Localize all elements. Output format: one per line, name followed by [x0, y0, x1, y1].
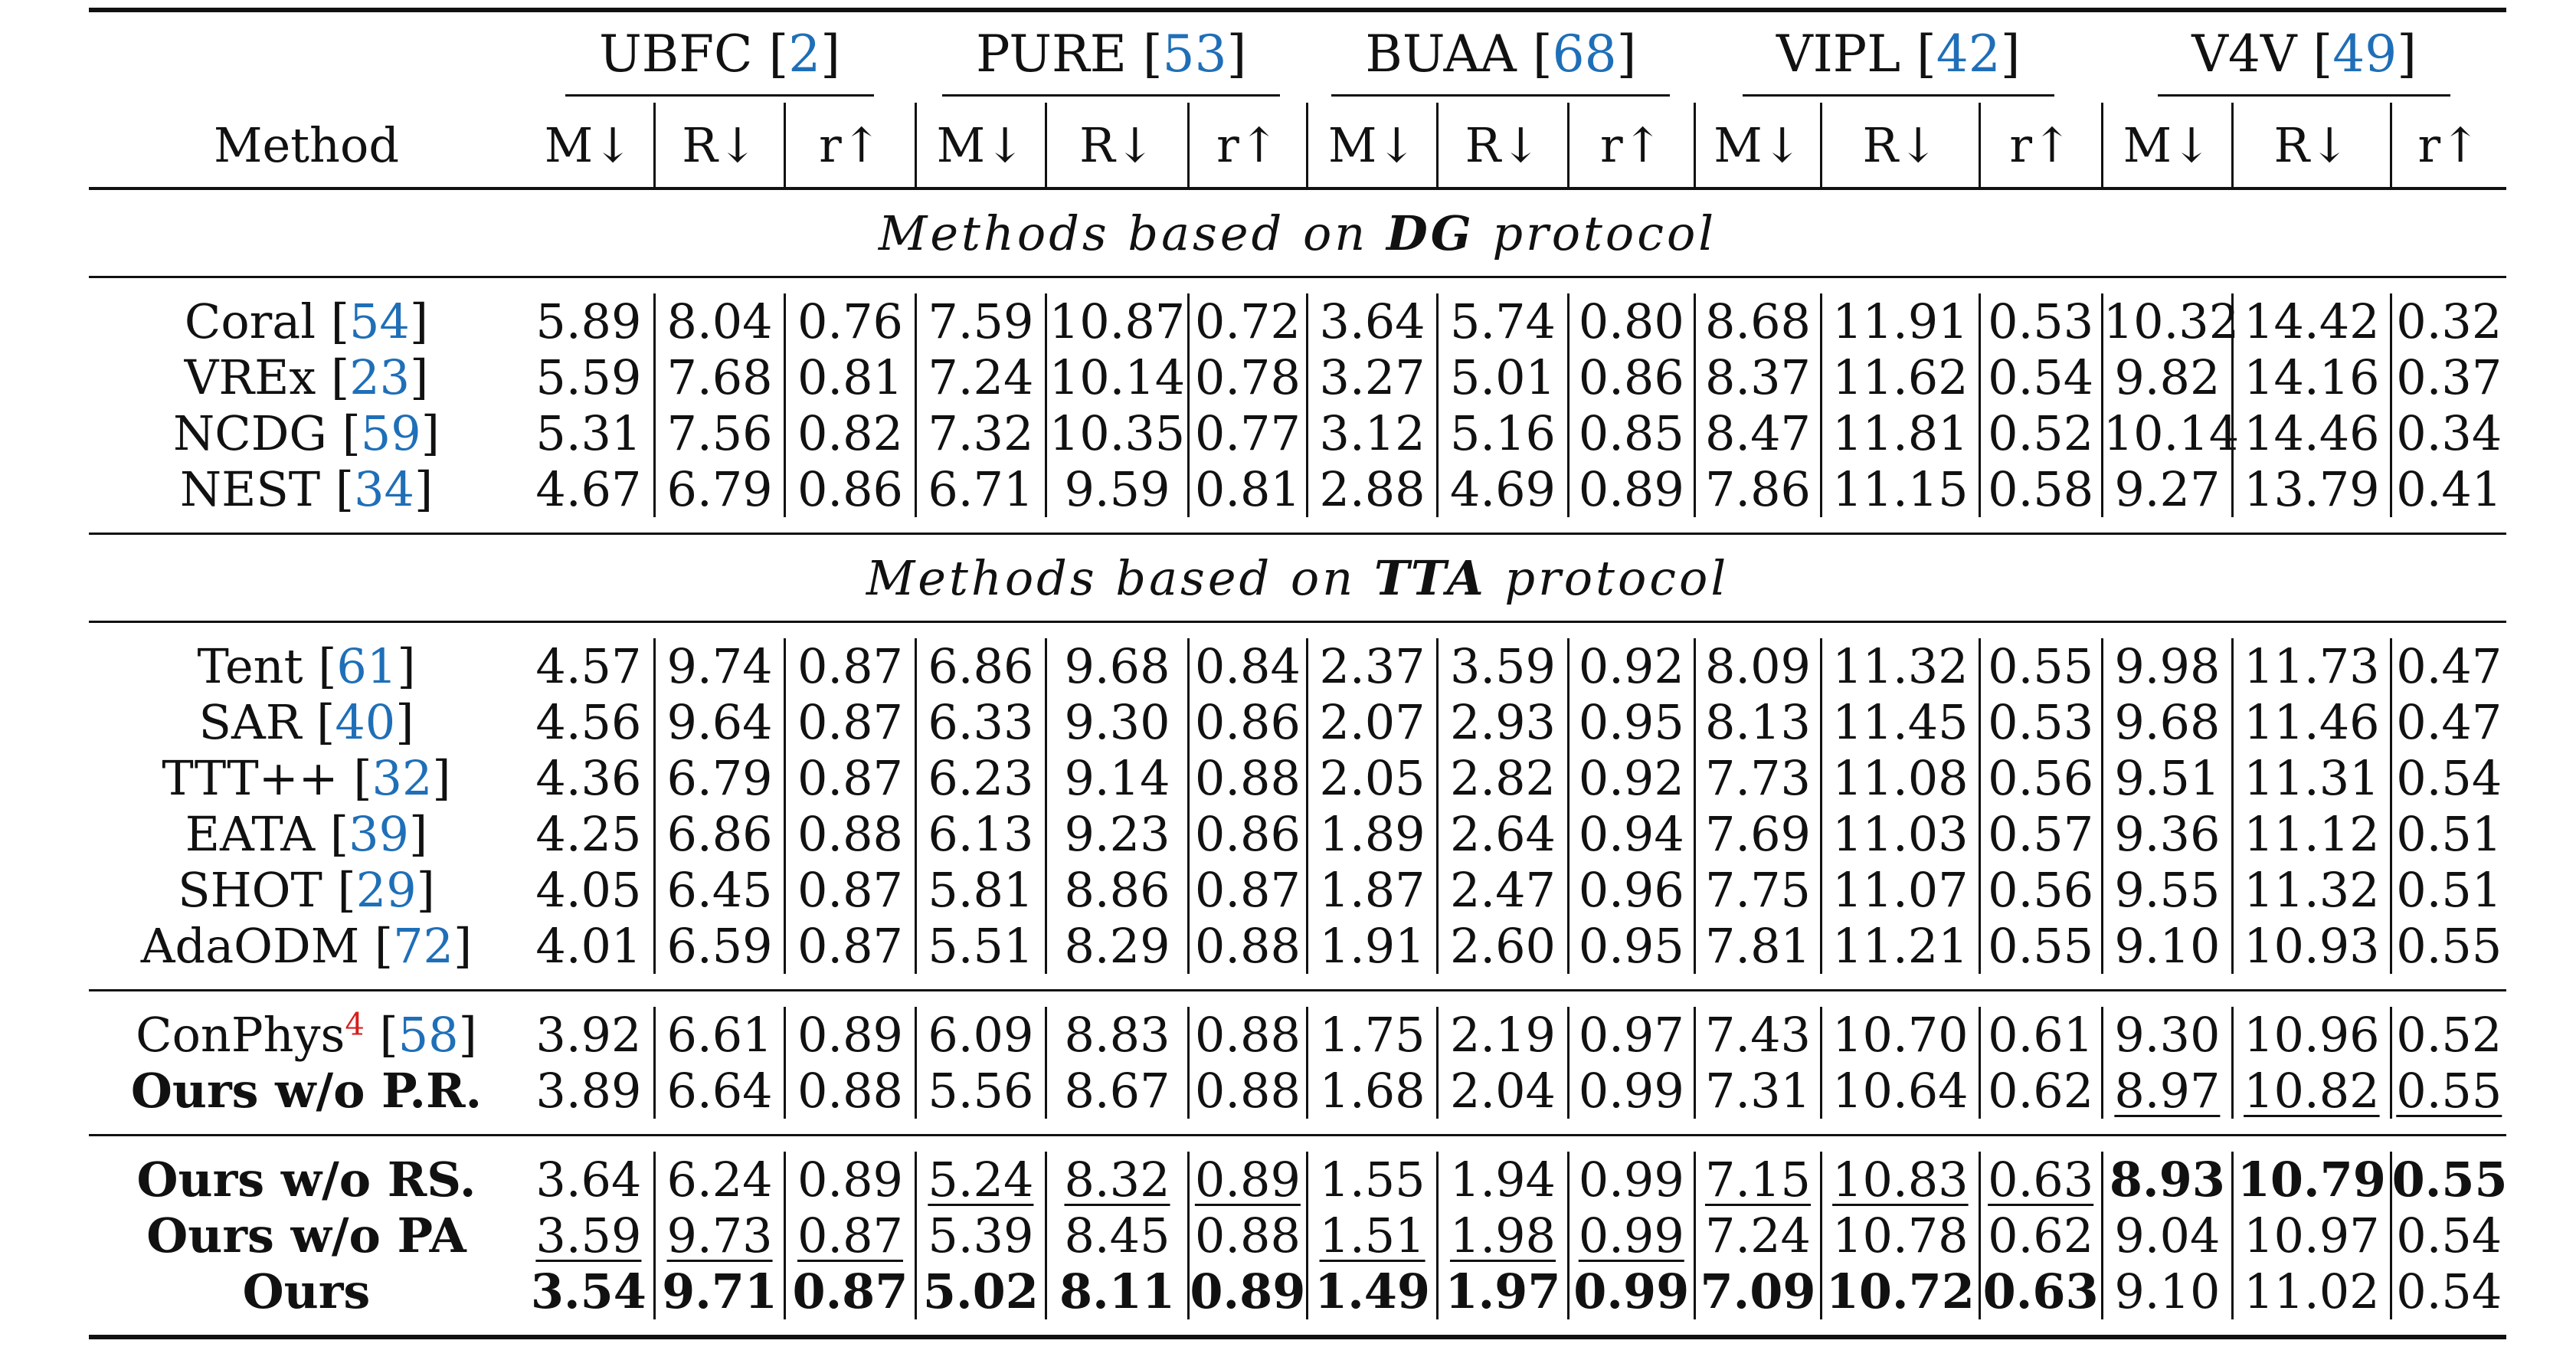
metric-value: 5.56 [915, 1063, 1046, 1119]
metric-value: 8.32 [1046, 1152, 1189, 1208]
citation-link[interactable]: 34 [354, 461, 414, 517]
metric-value: 5.59 [535, 349, 642, 405]
metric-value: 0.89 [785, 1152, 915, 1208]
metric-value: 6.24 [654, 1152, 784, 1208]
metric-value: 0.62 [1979, 1208, 2102, 1263]
metric-value: 10.82 [2233, 1063, 2391, 1119]
dataset-buaa: BUAA [68] [1331, 25, 1670, 97]
method-name: Ours w/o PA [146, 1208, 466, 1263]
metric-value: 0.89 [1188, 1152, 1307, 1208]
metric-value: 0.88 [785, 1063, 915, 1119]
metric-value: 7.24 [915, 349, 1046, 405]
dataset-pure: PURE [53] [942, 25, 1280, 97]
metric-value: 8.04 [654, 293, 784, 349]
metric-value: 0.51 [2391, 806, 2506, 862]
metric-value: 11.73 [2233, 638, 2391, 694]
metric-value: 6.79 [654, 750, 784, 806]
metric-value: 0.87 [785, 750, 915, 806]
metric-value: 7.68 [654, 349, 784, 405]
metric-value: 7.32 [915, 405, 1046, 461]
metric-value: 7.31 [1694, 1063, 1821, 1119]
method-column-header: Method [213, 116, 400, 173]
metric-value: 0.62 [1979, 1063, 2102, 1119]
metric-value: 0.81 [785, 349, 915, 405]
metric-value: 1.87 [1307, 862, 1437, 918]
method-name: Tent [61] [197, 638, 416, 694]
method-name: SAR [40] [198, 694, 414, 750]
metric-value: 0.72 [1188, 293, 1307, 349]
metric-value: 0.52 [1979, 405, 2102, 461]
metric-value: 2.93 [1438, 694, 1568, 750]
metric-header: R↓ [1438, 103, 1568, 188]
metric-value: 5.74 [1438, 293, 1568, 349]
metric-value: 8.93 [2102, 1152, 2232, 1208]
metric-value: 0.80 [1568, 293, 1694, 349]
metric-value: 2.82 [1438, 750, 1568, 806]
results-table [89, 8, 2506, 1341]
metric-value: 0.87 [785, 1263, 915, 1319]
metric-value: 14.46 [2233, 405, 2391, 461]
metric-value: 0.99 [1568, 1263, 1694, 1319]
metric-value: 6.09 [915, 1007, 1046, 1063]
metric-value: 6.13 [915, 806, 1046, 862]
metric-value: 8.47 [1694, 405, 1821, 461]
metric-value: 0.63 [1979, 1152, 2102, 1208]
metric-value: 7.69 [1694, 806, 1821, 862]
metric-header: r↑ [2391, 103, 2506, 188]
table-row [89, 1208, 2506, 1263]
section-dg: Methods based on DG protocol [89, 188, 2506, 277]
metric-value: 0.56 [1979, 862, 2102, 918]
metric-value: 0.53 [1979, 694, 2102, 750]
metric-value: 7.81 [1694, 918, 1821, 974]
metric-value: 9.10 [2102, 1263, 2232, 1319]
metric-value: 8.13 [1694, 694, 1821, 750]
table-row [89, 1007, 2506, 1063]
metric-value: 2.88 [1307, 461, 1437, 517]
metric-value: 4.69 [1438, 461, 1568, 517]
metric-value: 10.72 [1822, 1263, 1980, 1319]
method-name: NEST [34] [179, 461, 434, 517]
metric-value: 0.34 [2391, 405, 2506, 461]
metric-value: 0.56 [1979, 750, 2102, 806]
metric-value: 1.94 [1438, 1152, 1568, 1208]
metric-value: 0.55 [1979, 918, 2102, 974]
metric-value: 6.59 [654, 918, 784, 974]
metric-value: 11.46 [2233, 694, 2391, 750]
metric-value: 0.54 [2391, 1208, 2506, 1263]
table-row [89, 862, 2506, 918]
citation-link[interactable]: 23 [349, 349, 411, 405]
metric-value: 2.04 [1438, 1063, 1568, 1119]
metric-value: 0.37 [2391, 349, 2506, 405]
metric-value: 1.98 [1438, 1208, 1568, 1263]
metric-value: 11.45 [1822, 694, 1980, 750]
metric-value: 0.82 [785, 405, 915, 461]
metric-value: 10.70 [1822, 1007, 1980, 1063]
metric-value: 0.99 [1568, 1063, 1694, 1119]
metric-value: 8.83 [1046, 1007, 1189, 1063]
metric-value: 0.87 [785, 862, 915, 918]
metric-value: 1.51 [1307, 1208, 1437, 1263]
metric-value: 5.16 [1438, 405, 1568, 461]
metric-value: 7.56 [654, 405, 784, 461]
metric-value: 4.25 [535, 806, 642, 862]
metric-value: 0.51 [2391, 862, 2506, 918]
metric-value: 9.71 [654, 1263, 784, 1319]
table-row [89, 405, 2506, 461]
table-row [89, 638, 2506, 694]
method-name: Coral [54] [184, 293, 429, 349]
metric-value: 8.29 [1046, 918, 1189, 974]
method-name: Ours [242, 1263, 371, 1319]
table-row [89, 806, 2506, 862]
citation-link[interactable]: 40 [335, 694, 396, 750]
metric-value: 5.31 [535, 405, 642, 461]
metric-value: 0.54 [1979, 349, 2102, 405]
citation-link[interactable]: 54 [349, 293, 410, 349]
method-name: Ours w/o P.R. [130, 1063, 483, 1119]
metric-value: 9.68 [2102, 694, 2232, 750]
metric-value: 6.79 [654, 461, 784, 517]
metric-value: 1.55 [1307, 1152, 1437, 1208]
metric-value: 11.03 [1822, 806, 1980, 862]
metric-value: 7.24 [1694, 1208, 1821, 1263]
metric-header: M↓ [544, 116, 633, 173]
section-tta: Methods based on TTA protocol [89, 534, 2506, 622]
metric-value: 6.23 [915, 750, 1046, 806]
metric-value: 0.87 [785, 1208, 915, 1263]
metric-value: 6.45 [654, 862, 784, 918]
metric-value: 0.88 [1188, 750, 1307, 806]
metric-value: 0.76 [785, 293, 915, 349]
method-name: SHOT [29] [178, 862, 435, 918]
table-row [89, 1263, 2506, 1319]
metric-value: 11.15 [1822, 461, 1980, 517]
metric-value: 0.58 [1979, 461, 2102, 517]
metric-value: 1.49 [1307, 1263, 1437, 1319]
metric-value: 9.04 [2102, 1208, 2232, 1263]
metric-value: 9.68 [1046, 638, 1189, 694]
metric-header: R↓ [654, 103, 784, 188]
metric-value: 0.87 [785, 694, 915, 750]
metric-value: 0.97 [1568, 1007, 1694, 1063]
metric-value: 4.01 [535, 918, 642, 974]
metric-value: 9.51 [2102, 750, 2232, 806]
metric-value: 7.73 [1694, 750, 1821, 806]
metric-value: 0.85 [1568, 405, 1694, 461]
metric-value: 9.14 [1046, 750, 1189, 806]
metric-value: 3.64 [1307, 293, 1437, 349]
metric-header: R↓ [1822, 103, 1980, 188]
metric-value: 0.84 [1188, 638, 1307, 694]
metric-value: 9.23 [1046, 806, 1189, 862]
table-row [89, 1063, 2506, 1119]
metric-value: 0.86 [1568, 349, 1694, 405]
metric-value: 10.35 [1046, 405, 1189, 461]
metric-value: 2.64 [1438, 806, 1568, 862]
metric-value: 11.21 [1822, 918, 1980, 974]
table-row [89, 750, 2506, 806]
metric-value: 0.87 [1188, 862, 1307, 918]
metric-value: 0.86 [785, 461, 915, 517]
metric-value: 6.71 [915, 461, 1046, 517]
metric-value: 0.63 [1979, 1263, 2102, 1319]
metric-value: 6.61 [654, 1007, 784, 1063]
metric-value: 9.55 [2102, 862, 2232, 918]
citation-link[interactable]: 39 [349, 806, 409, 862]
method-name: VREx [23] [184, 349, 429, 405]
metric-value: 14.16 [2233, 349, 2391, 405]
metric-value: 3.89 [535, 1063, 642, 1119]
metric-value: 1.91 [1307, 918, 1437, 974]
metric-value: 0.95 [1568, 918, 1694, 974]
metric-value: 2.37 [1307, 638, 1437, 694]
results-table-figure [89, 8, 2506, 1341]
metric-value: 0.57 [1979, 806, 2102, 862]
metric-value: 0.54 [2391, 1263, 2506, 1319]
table-row [89, 461, 2506, 517]
table-row [89, 293, 2506, 349]
table-row [89, 1152, 2506, 1208]
metric-value: 10.96 [2233, 1007, 2391, 1063]
metric-value: 0.55 [2391, 1063, 2506, 1119]
metric-value: 10.93 [2233, 918, 2391, 974]
metric-value: 1.75 [1307, 1007, 1437, 1063]
metric-value: 8.68 [1694, 293, 1821, 349]
metric-header: M↓ [1307, 103, 1437, 188]
metric-header-row [89, 103, 2506, 188]
metric-value: 9.27 [2102, 461, 2232, 517]
metric-value: 7.09 [1694, 1263, 1821, 1319]
metric-value: 10.14 [2103, 405, 2240, 461]
metric-value: 9.30 [1046, 694, 1189, 750]
citation-link[interactable]: 32 [372, 750, 433, 806]
metric-value: 0.54 [2391, 750, 2506, 806]
metric-value: 0.99 [1568, 1208, 1694, 1263]
metric-value: 0.89 [785, 1007, 915, 1063]
metric-value: 5.51 [915, 918, 1046, 974]
metric-value: 11.02 [2233, 1263, 2391, 1319]
metric-value: 11.62 [1822, 349, 1980, 405]
metric-value: 9.30 [2102, 1007, 2232, 1063]
metric-value: 0.99 [1568, 1152, 1694, 1208]
citation-link[interactable]: 72 [393, 918, 454, 974]
metric-value: 11.08 [1822, 750, 1980, 806]
metric-value: 0.96 [1568, 862, 1694, 918]
method-name: EATA [39] [185, 806, 428, 862]
metric-value: 10.14 [1046, 349, 1189, 405]
metric-value: 0.77 [1188, 405, 1307, 461]
metric-value: 5.39 [915, 1208, 1046, 1263]
metric-value: 0.88 [785, 806, 915, 862]
metric-value: 11.07 [1822, 862, 1980, 918]
metric-value: 5.01 [1438, 349, 1568, 405]
metric-value: 3.54 [530, 1263, 646, 1319]
metric-value: 3.12 [1307, 405, 1437, 461]
metric-header: R↓ [1046, 103, 1189, 188]
metric-value: 5.02 [915, 1263, 1046, 1319]
metric-value: 0.94 [1568, 806, 1694, 862]
metric-value: 0.88 [1188, 1007, 1307, 1063]
method-name: Ours w/o RS. [136, 1152, 476, 1208]
metric-value: 3.59 [1438, 638, 1568, 694]
metric-value: 10.83 [1822, 1152, 1980, 1208]
metric-value: 7.86 [1694, 461, 1821, 517]
metric-value: 0.81 [1188, 461, 1307, 517]
metric-value: 0.55 [2391, 1152, 2508, 1208]
metric-value: 9.10 [2102, 918, 2232, 974]
metric-value: 0.41 [2391, 461, 2506, 517]
metric-value: 3.59 [535, 1208, 642, 1263]
metric-value: 0.88 [1188, 1208, 1307, 1263]
metric-value: 0.88 [1188, 918, 1307, 974]
metric-value: 8.45 [1046, 1208, 1189, 1263]
metric-value: 7.43 [1694, 1007, 1821, 1063]
method-name: ConPhys$^4$ [58] [136, 1007, 477, 1063]
metric-value: 10.32 [2103, 293, 2240, 349]
metric-value: 8.86 [1046, 862, 1189, 918]
metric-value: 2.47 [1438, 862, 1568, 918]
metric-value: 0.88 [1188, 1063, 1307, 1119]
citation-link[interactable]: 61 [336, 638, 398, 694]
metric-value: 8.11 [1046, 1263, 1189, 1319]
metric-value: 0.86 [1188, 694, 1307, 750]
metric-value: 14.42 [2233, 293, 2391, 349]
metric-value: 11.91 [1822, 293, 1980, 349]
metric-value: 1.97 [1438, 1263, 1568, 1319]
metric-value: 0.53 [1979, 293, 2102, 349]
metric-header: r↑ [785, 103, 915, 188]
metric-value: 0.87 [785, 918, 915, 974]
dataset-v4v: V4V [49] [2158, 25, 2450, 97]
metric-value: 1.68 [1307, 1063, 1437, 1119]
metric-value: 10.87 [1046, 293, 1189, 349]
metric-value: 9.59 [1046, 461, 1189, 517]
metric-header: r↑ [1979, 103, 2102, 188]
metric-value: 11.32 [1822, 638, 1980, 694]
metric-value: 0.92 [1568, 638, 1694, 694]
metric-value: 10.97 [2233, 1208, 2391, 1263]
metric-value: 0.32 [2391, 293, 2506, 349]
metric-value: 10.79 [2233, 1152, 2391, 1208]
table-row [89, 349, 2506, 405]
metric-value: 10.78 [1822, 1208, 1980, 1263]
metric-value: 0.47 [2391, 694, 2506, 750]
metric-value: 11.32 [2233, 862, 2391, 918]
metric-value: 8.97 [2102, 1063, 2232, 1119]
metric-value: 0.87 [785, 638, 915, 694]
metric-value: 4.36 [535, 750, 642, 806]
metric-header: M↓ [915, 103, 1046, 188]
metric-header: r↑ [1188, 103, 1307, 188]
method-name: TTT++ [32] [162, 750, 451, 806]
citation-link[interactable]: 59 [360, 405, 421, 461]
method-name: AdaODM [72] [140, 918, 473, 974]
metric-value: 1.89 [1307, 806, 1437, 862]
metric-value: 3.64 [535, 1152, 642, 1208]
dataset-ubfc: UBFC [2] [565, 25, 874, 97]
metric-value: 3.27 [1307, 349, 1437, 405]
metric-value: 0.55 [1979, 638, 2102, 694]
metric-value: 7.59 [915, 293, 1046, 349]
metric-value: 6.86 [654, 806, 784, 862]
metric-value: 0.89 [1568, 461, 1694, 517]
metric-value: 9.98 [2102, 638, 2232, 694]
metric-value: 13.79 [2233, 461, 2391, 517]
metric-value: 9.82 [2102, 349, 2232, 405]
metric-value: 5.24 [915, 1152, 1046, 1208]
metric-value: 8.09 [1694, 638, 1821, 694]
metric-value: 0.89 [1190, 1263, 1306, 1319]
metric-value: 10.64 [1822, 1063, 1980, 1119]
metric-value: 8.37 [1694, 349, 1821, 405]
metric-value: 4.05 [535, 862, 642, 918]
metric-value: 9.73 [654, 1208, 784, 1263]
metric-value: 0.52 [2391, 1007, 2506, 1063]
metric-header: r↑ [1568, 103, 1694, 188]
dataset-vipl: VIPL [42] [1743, 25, 2054, 97]
metric-value: 0.92 [1568, 750, 1694, 806]
metric-value: 0.86 [1188, 806, 1307, 862]
citation-link[interactable]: 29 [355, 862, 417, 918]
dataset-header-row [89, 10, 2506, 103]
metric-value: 5.89 [535, 293, 642, 349]
metric-value: 6.33 [915, 694, 1046, 750]
metric-value: 0.78 [1188, 349, 1307, 405]
metric-header: M↓ [1694, 103, 1821, 188]
metric-value: 11.81 [1822, 405, 1980, 461]
metric-value: 11.31 [2233, 750, 2391, 806]
metric-value: 0.55 [2391, 918, 2506, 974]
citation-link[interactable]: 58 [398, 1007, 459, 1063]
metric-value: 3.92 [535, 1007, 642, 1063]
metric-value: 4.67 [535, 461, 642, 517]
method-name: NCDG [59] [173, 405, 440, 461]
metric-value: 5.81 [915, 862, 1046, 918]
metric-value: 2.19 [1438, 1007, 1568, 1063]
metric-value: 11.12 [2233, 806, 2391, 862]
metric-value: 2.60 [1438, 918, 1568, 974]
metric-value: 4.57 [535, 638, 642, 694]
metric-value: 7.15 [1694, 1152, 1821, 1208]
metric-value: 7.75 [1694, 862, 1821, 918]
metric-value: 6.86 [915, 638, 1046, 694]
metric-value: 2.07 [1307, 694, 1437, 750]
metric-value: 9.64 [654, 694, 784, 750]
table-row [89, 918, 2506, 974]
metric-value: 9.74 [654, 638, 784, 694]
metric-value: 4.56 [535, 694, 642, 750]
metric-value: 8.67 [1046, 1063, 1189, 1119]
metric-header: R↓ [2233, 103, 2391, 188]
metric-value: 6.64 [654, 1063, 784, 1119]
table-row [89, 694, 2506, 750]
metric-header: M↓ [2102, 103, 2232, 188]
metric-value: 9.36 [2102, 806, 2232, 862]
metric-value: 0.47 [2391, 638, 2506, 694]
footnote-marker: 4 [345, 1007, 365, 1043]
metric-value: 0.61 [1979, 1007, 2102, 1063]
metric-value: 0.95 [1568, 694, 1694, 750]
metric-value: 2.05 [1307, 750, 1437, 806]
